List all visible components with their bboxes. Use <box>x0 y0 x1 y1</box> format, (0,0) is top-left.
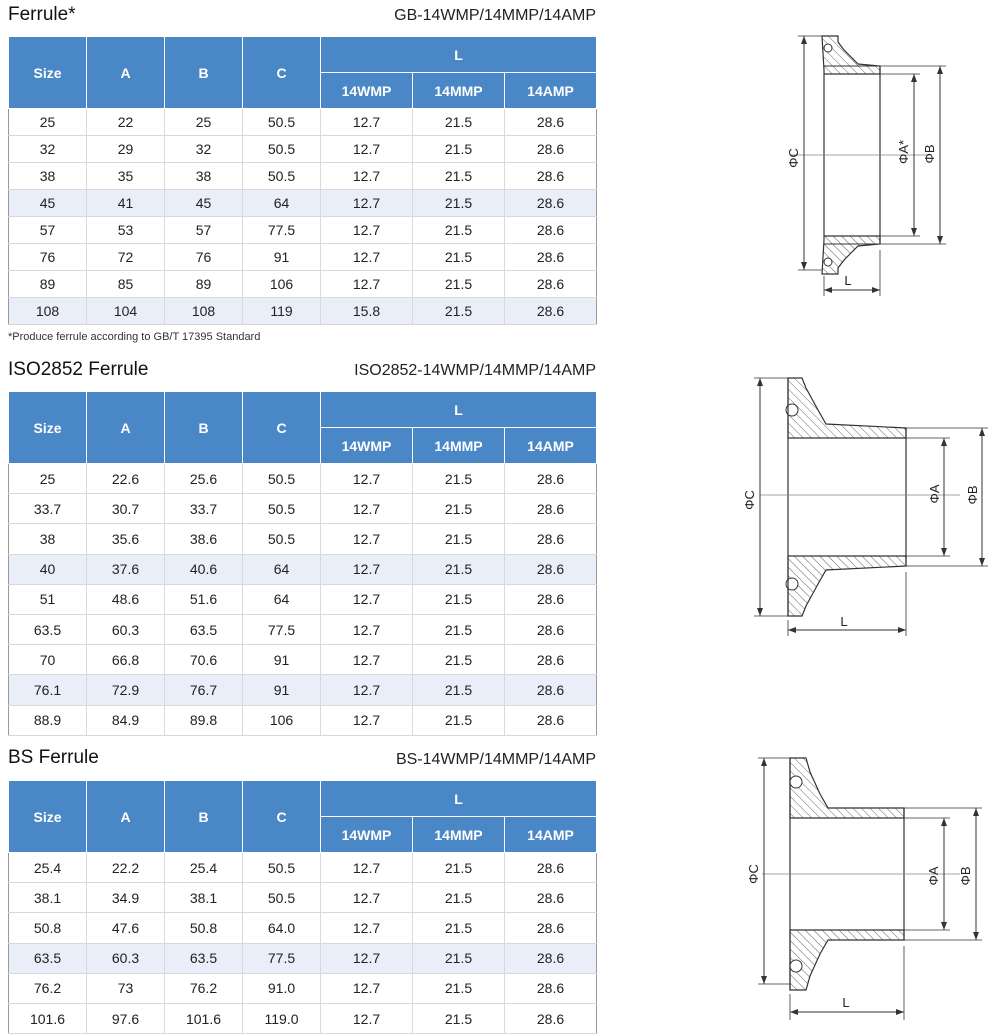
table-row <box>9 853 597 883</box>
table-cell: 34.9 <box>87 883 165 913</box>
table-cell: 38 <box>9 163 87 190</box>
table-cell: 28.6 <box>505 244 597 271</box>
table-cell: 21.5 <box>413 705 505 735</box>
table-row <box>9 190 597 217</box>
table-row <box>9 705 597 735</box>
spec-table-bs <box>8 780 597 1034</box>
column-header: A <box>87 37 165 109</box>
table-cell: 33.7 <box>165 494 243 524</box>
table-cell: 106 <box>243 271 321 298</box>
spec-table-ferrule <box>8 36 597 325</box>
table-cell: 76.2 <box>165 973 243 1003</box>
table-cell: 50.5 <box>243 464 321 494</box>
table-cell: 97.6 <box>87 1003 165 1033</box>
section-code-iso2852: ISO2852-14WMP/14MMP/14AMP <box>354 362 596 379</box>
table-cell: 84.9 <box>87 705 165 735</box>
table-cell: 50.5 <box>243 524 321 554</box>
table-cell: 28.6 <box>505 645 597 675</box>
table-cell: 64.0 <box>243 913 321 943</box>
column-header: C <box>243 392 321 464</box>
table-row <box>9 584 597 614</box>
table-cell: 12.7 <box>321 943 413 973</box>
table-cell: 91.0 <box>243 973 321 1003</box>
table-cell: 21.5 <box>413 136 505 163</box>
table-cell: 57 <box>9 217 87 244</box>
column-header-l-sub: 14AMP <box>505 817 597 853</box>
table-cell: 22.2 <box>87 853 165 883</box>
table-cell: 33.7 <box>9 494 87 524</box>
table-cell: 50.5 <box>243 163 321 190</box>
column-header-l-sub: 14WMP <box>321 817 413 853</box>
diagram-label-a: ΦA <box>927 484 942 504</box>
column-header-l: L <box>321 781 597 817</box>
table-cell: 12.7 <box>321 913 413 943</box>
table-cell: 12.7 <box>321 1003 413 1033</box>
table-cell: 101.6 <box>165 1003 243 1033</box>
table-cell: 70 <box>9 645 87 675</box>
table-cell: 12.7 <box>321 705 413 735</box>
table-cell: 21.5 <box>413 645 505 675</box>
table-cell: 38 <box>9 524 87 554</box>
table-cell: 12.7 <box>321 136 413 163</box>
table-cell: 21.5 <box>413 675 505 705</box>
table-cell: 25.6 <box>165 464 243 494</box>
table-cell: 28.6 <box>505 1003 597 1033</box>
table-cell: 28.6 <box>505 973 597 1003</box>
table-cell: 12.7 <box>321 584 413 614</box>
column-header: Size <box>9 781 87 853</box>
table-cell: 21.5 <box>413 271 505 298</box>
table-row <box>9 645 597 675</box>
table-cell: 37.6 <box>87 554 165 584</box>
table-cell: 28.6 <box>505 584 597 614</box>
table-cell: 64 <box>243 190 321 217</box>
table-row <box>9 136 597 163</box>
table-cell: 21.5 <box>413 853 505 883</box>
table-cell: 50.5 <box>243 853 321 883</box>
column-header: C <box>243 781 321 853</box>
column-header-l-sub: 14WMP <box>321 428 413 464</box>
table-cell: 21.5 <box>413 109 505 136</box>
section-title-bs: BS Ferrule <box>8 747 99 768</box>
table-cell: 12.7 <box>321 614 413 644</box>
table-cell: 28.6 <box>505 298 597 325</box>
table-cell: 47.6 <box>87 913 165 943</box>
table-cell: 76 <box>9 244 87 271</box>
table-cell: 89 <box>9 271 87 298</box>
table-cell: 50.8 <box>165 913 243 943</box>
table-row <box>9 524 597 554</box>
table-cell: 21.5 <box>413 217 505 244</box>
table-cell: 21.5 <box>413 973 505 1003</box>
table-cell: 50.5 <box>243 494 321 524</box>
table-cell: 35 <box>87 163 165 190</box>
table-cell: 72 <box>87 244 165 271</box>
table-cell: 12.7 <box>321 554 413 584</box>
table-row <box>9 244 597 271</box>
table-cell: 76.7 <box>165 675 243 705</box>
table-row <box>9 883 597 913</box>
table-cell: 38.6 <box>165 524 243 554</box>
table-cell: 12.7 <box>321 645 413 675</box>
table-cell: 64 <box>243 554 321 584</box>
table-cell: 88.9 <box>9 705 87 735</box>
table-cell: 77.5 <box>243 217 321 244</box>
table-cell: 25 <box>9 464 87 494</box>
table-cell: 21.5 <box>413 1003 505 1033</box>
table-cell: 21.5 <box>413 494 505 524</box>
table-cell: 104 <box>87 298 165 325</box>
table-cell: 12.7 <box>321 853 413 883</box>
table-cell: 51 <box>9 584 87 614</box>
table-cell: 50.5 <box>243 136 321 163</box>
column-header: B <box>165 37 243 109</box>
table-cell: 64 <box>243 584 321 614</box>
table-row <box>9 217 597 244</box>
table-cell: 25.4 <box>9 853 87 883</box>
table-cell: 89.8 <box>165 705 243 735</box>
table-cell: 12.7 <box>321 244 413 271</box>
diagram-label-l: L <box>842 995 850 1010</box>
column-header: B <box>165 781 243 853</box>
table-cell: 38 <box>165 163 243 190</box>
table-cell: 12.7 <box>321 675 413 705</box>
table-cell: 28.6 <box>505 883 597 913</box>
table-cell: 40 <box>9 554 87 584</box>
table-cell: 91 <box>243 244 321 271</box>
table-cell: 12.7 <box>321 109 413 136</box>
column-header: A <box>87 392 165 464</box>
iso2852-diagram <box>720 372 990 638</box>
table-row <box>9 554 597 584</box>
column-header-l-sub: 14AMP <box>505 73 597 109</box>
table-cell: 60.3 <box>87 614 165 644</box>
section-title-ferrule: Ferrule* <box>8 4 76 25</box>
table-row <box>9 913 597 943</box>
table-cell: 28.6 <box>505 494 597 524</box>
table-cell: 32 <box>9 136 87 163</box>
table-cell: 25.4 <box>165 853 243 883</box>
table-cell: 63.5 <box>9 614 87 644</box>
diagram-label-l: L <box>844 273 852 288</box>
bs-diagram <box>720 752 990 1024</box>
table-cell: 119.0 <box>243 1003 321 1033</box>
table-row <box>9 943 597 973</box>
table-cell: 89 <box>165 271 243 298</box>
spec-table-iso2852 <box>8 391 597 736</box>
diagram-label-c: ΦC <box>746 864 761 884</box>
table-cell: 50.8 <box>9 913 87 943</box>
table-cell: 21.5 <box>413 298 505 325</box>
table-cell: 28.6 <box>505 554 597 584</box>
table-row <box>9 109 597 136</box>
table-cell: 21.5 <box>413 913 505 943</box>
table-cell: 77.5 <box>243 943 321 973</box>
table-cell: 12.7 <box>321 163 413 190</box>
table-cell: 77.5 <box>243 614 321 644</box>
table-cell: 12.7 <box>321 524 413 554</box>
column-header: A <box>87 781 165 853</box>
table-cell: 53 <box>87 217 165 244</box>
table-cell: 101.6 <box>9 1003 87 1033</box>
diagram-label-b: ΦB <box>922 144 937 164</box>
column-header-l-sub: 14WMP <box>321 73 413 109</box>
table-cell: 21.5 <box>413 883 505 913</box>
diagram-label-a: ΦA* <box>896 139 911 165</box>
table-row <box>9 1003 597 1033</box>
table-cell: 25 <box>165 109 243 136</box>
table-row <box>9 614 597 644</box>
table-cell: 22.6 <box>87 464 165 494</box>
table-cell: 41 <box>87 190 165 217</box>
column-header-l-sub: 14MMP <box>413 73 505 109</box>
table-cell: 57 <box>165 217 243 244</box>
table-cell: 28.6 <box>505 190 597 217</box>
table-cell: 21.5 <box>413 464 505 494</box>
column-header: B <box>165 392 243 464</box>
table-cell: 21.5 <box>413 554 505 584</box>
table-cell: 28.6 <box>505 675 597 705</box>
table-cell: 91 <box>243 645 321 675</box>
table-row <box>9 464 597 494</box>
table-cell: 63.5 <box>9 943 87 973</box>
table-row <box>9 494 597 524</box>
table-cell: 45 <box>9 190 87 217</box>
table-cell: 12.7 <box>321 217 413 244</box>
column-header-l: L <box>321 392 597 428</box>
table-cell: 29 <box>87 136 165 163</box>
table-row <box>9 675 597 705</box>
table-cell: 85 <box>87 271 165 298</box>
table-cell: 12.7 <box>321 494 413 524</box>
column-header: Size <box>9 37 87 109</box>
ferrule-diagram <box>720 30 960 300</box>
footnote: *Produce ferrule according to GB/T 17395 Standard <box>8 331 261 343</box>
table-cell: 28.6 <box>505 524 597 554</box>
table-cell: 21.5 <box>413 943 505 973</box>
table-cell: 12.7 <box>321 271 413 298</box>
table-cell: 45 <box>165 190 243 217</box>
table-cell: 50.5 <box>243 883 321 913</box>
diagram-label-b: ΦB <box>965 485 980 505</box>
section-code-ferrule: GB-14WMP/14MMP/14AMP <box>394 7 596 24</box>
table-row <box>9 163 597 190</box>
table-cell: 60.3 <box>87 943 165 973</box>
table-cell: 21.5 <box>413 614 505 644</box>
table-cell: 30.7 <box>87 494 165 524</box>
table-cell: 66.8 <box>87 645 165 675</box>
table-cell: 76.2 <box>9 973 87 1003</box>
table-row <box>9 298 597 325</box>
diagram-label-b: ΦB <box>958 866 973 886</box>
diagram-label-c: ΦC <box>786 148 801 168</box>
table-cell: 50.5 <box>243 109 321 136</box>
section-code-bs: BS-14WMP/14MMP/14AMP <box>395 751 596 768</box>
table-cell: 119 <box>243 298 321 325</box>
table-cell: 12.7 <box>321 883 413 913</box>
table-cell: 28.6 <box>505 853 597 883</box>
table-cell: 76 <box>165 244 243 271</box>
table-cell: 28.6 <box>505 705 597 735</box>
table-cell: 12.7 <box>321 973 413 1003</box>
table-cell: 106 <box>243 705 321 735</box>
table-cell: 32 <box>165 136 243 163</box>
column-header-l: L <box>321 37 597 73</box>
table-cell: 28.6 <box>505 217 597 244</box>
table-cell: 12.7 <box>321 464 413 494</box>
table-cell: 35.6 <box>87 524 165 554</box>
table-cell: 76.1 <box>9 675 87 705</box>
table-cell: 28.6 <box>505 614 597 644</box>
table-cell: 21.5 <box>413 524 505 554</box>
table-row <box>9 973 597 1003</box>
column-header-l-sub: 14MMP <box>413 817 505 853</box>
table-cell: 25 <box>9 109 87 136</box>
table-cell: 28.6 <box>505 271 597 298</box>
table-cell: 15.8 <box>321 298 413 325</box>
table-cell: 21.5 <box>413 584 505 614</box>
table-cell: 73 <box>87 973 165 1003</box>
diagram-label-c: ΦC <box>742 490 757 510</box>
table-cell: 63.5 <box>165 614 243 644</box>
table-cell: 40.6 <box>165 554 243 584</box>
column-header: C <box>243 37 321 109</box>
table-cell: 28.6 <box>505 136 597 163</box>
table-cell: 70.6 <box>165 645 243 675</box>
table-cell: 28.6 <box>505 163 597 190</box>
table-cell: 28.6 <box>505 464 597 494</box>
column-header-l-sub: 14MMP <box>413 428 505 464</box>
table-cell: 38.1 <box>165 883 243 913</box>
table-cell: 12.7 <box>321 190 413 217</box>
table-cell: 48.6 <box>87 584 165 614</box>
table-row <box>9 271 597 298</box>
table-cell: 51.6 <box>165 584 243 614</box>
table-cell: 38.1 <box>9 883 87 913</box>
table-cell: 72.9 <box>87 675 165 705</box>
table-cell: 21.5 <box>413 163 505 190</box>
table-cell: 91 <box>243 675 321 705</box>
table-cell: 28.6 <box>505 109 597 136</box>
table-cell: 21.5 <box>413 244 505 271</box>
table-cell: 108 <box>9 298 87 325</box>
table-cell: 28.6 <box>505 913 597 943</box>
table-cell: 108 <box>165 298 243 325</box>
section-title-iso2852: ISO2852 Ferrule <box>8 359 149 380</box>
diagram-label-a: ΦA <box>926 866 941 886</box>
table-cell: 21.5 <box>413 190 505 217</box>
column-header: Size <box>9 392 87 464</box>
column-header-l-sub: 14AMP <box>505 428 597 464</box>
table-cell: 28.6 <box>505 943 597 973</box>
table-cell: 22 <box>87 109 165 136</box>
diagram-label-l: L <box>840 614 848 629</box>
table-cell: 63.5 <box>165 943 243 973</box>
